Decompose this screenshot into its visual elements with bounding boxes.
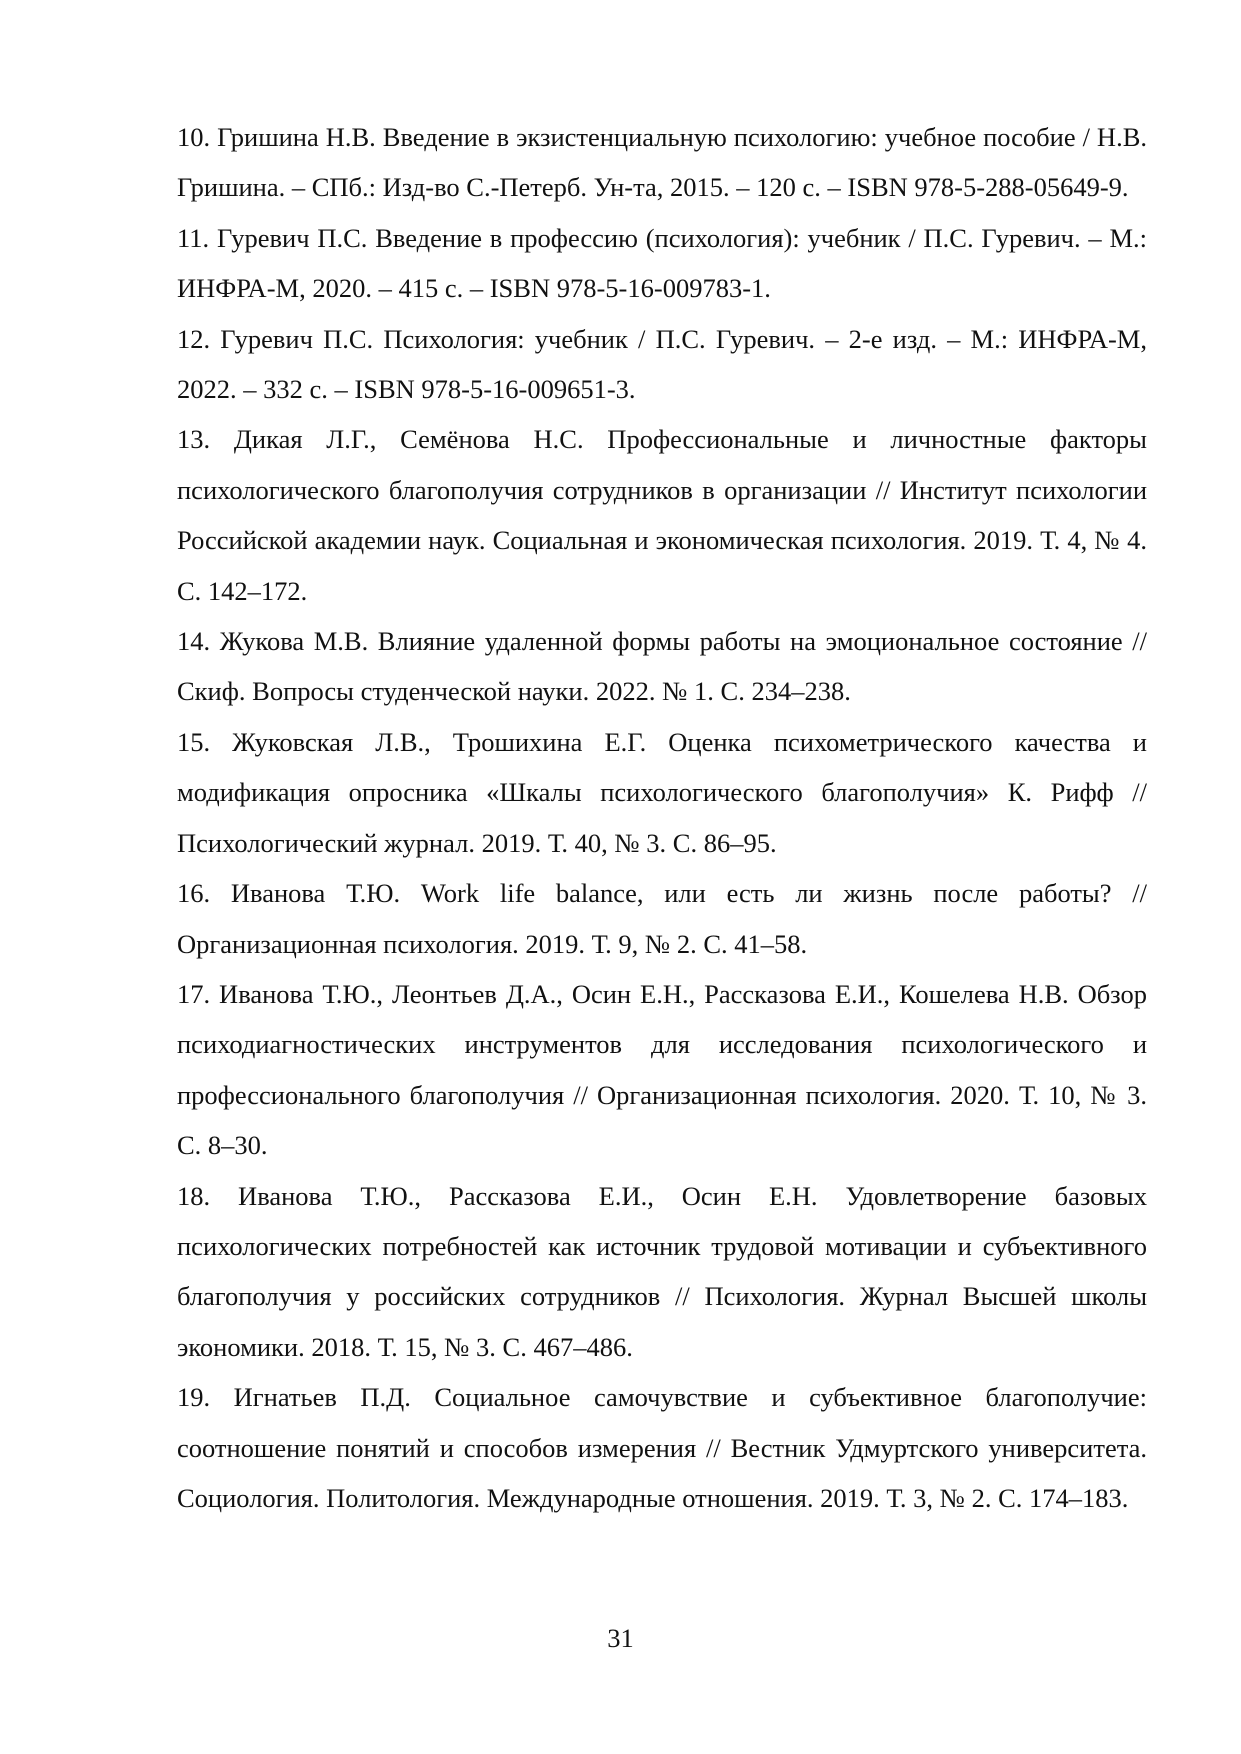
reference-item-14: 14. Жукова М.В. Влияние удаленной формы работы на эмоциональное состояние // Скиф. Вопросы студенческой науки. 2022. № 1. С. 234–238. <box>177 626 1147 707</box>
reference-item-18: 18. Иванова Т.Ю., Рассказова Е.И., Осин Е.Н. Удовлетворение базовых психологических потребностей как источник трудовой мотивации и субъективного благополучия у российских сотрудников // Психология. Журнал Высшей школы экономики. 2018. Т. 15, № 3. С. 467–486. <box>177 1180 1147 1362</box>
reference-item-19: 19. Игнатьев П.Д. Социальное самочувствие и субъективное благополучие: соотношение понятий и способов измерения // Вестник Удмуртского университета. Социология. Политология. Международные отношения. 2019. Т. 3, № 2. С. 174–183. <box>177 1382 1147 1513</box>
reference-item-13: 13. Дикая Л.Г., Семёнова Н.С. Профессиональные и личностные факторы психологического благополучия сотрудников в организации // Институт психологии Российской академии наук. Социальная и экономическая психология. 2019. Т. 4, № 4. С. 142–172. <box>177 424 1147 606</box>
reference-item-11: 11. Гуревич П.С. Введение в профессию (психология): учебник / П.С. Гуревич. – М.: ИНФРА-М, 2020. – 415 с. – ISBN 978-5-16-009783-1. <box>177 222 1147 304</box>
reference-item-12: 12. Гуревич П.С. Психология: учебник / П.С. Гуревич. – 2-е изд. – М.: ИНФРА-М, 2022. – 332 с. – ISBN 978-5-16-009651-3. <box>177 323 1147 405</box>
reference-item-16: 16. Иванова Т.Ю. Work life balance, или есть ли жизнь после работы? // Организационная психология. 2019. Т. 9, № 2. С. 41–58. <box>177 878 1147 959</box>
reference-item-15: 15. Жуковская Л.В., Трошихина Е.Г. Оценка психометрического качества и модификация опросника «Шкалы психологического благополучия» К. Рифф // Психологический журнал. 2019. Т. 40, № 3. С. 86–95. <box>177 726 1147 858</box>
reference-item-17: 17. Иванова Т.Ю., Леонтьев Д.А., Осин Е.Н., Рассказова Е.И., Кошелева Н.В. Обзор психодиагностических инструментов для исследования психологического и профессионального благополучия // Организационная психология. 2020. Т. 10, № 3. С. 8–30. <box>177 978 1147 1161</box>
page-number: 31 <box>607 1623 634 1653</box>
reference-item-10: 10. Гришина Н.В. Введение в экзистенциальную психологию: учебное пособие / Н.В. Гришина. – СПб.: Изд-во С.-Петерб. Ун-та, 2015. – 120 с. – ISBN 978-5-288-05649-9. <box>177 122 1147 203</box>
reference-list <box>177 112 1147 1523</box>
